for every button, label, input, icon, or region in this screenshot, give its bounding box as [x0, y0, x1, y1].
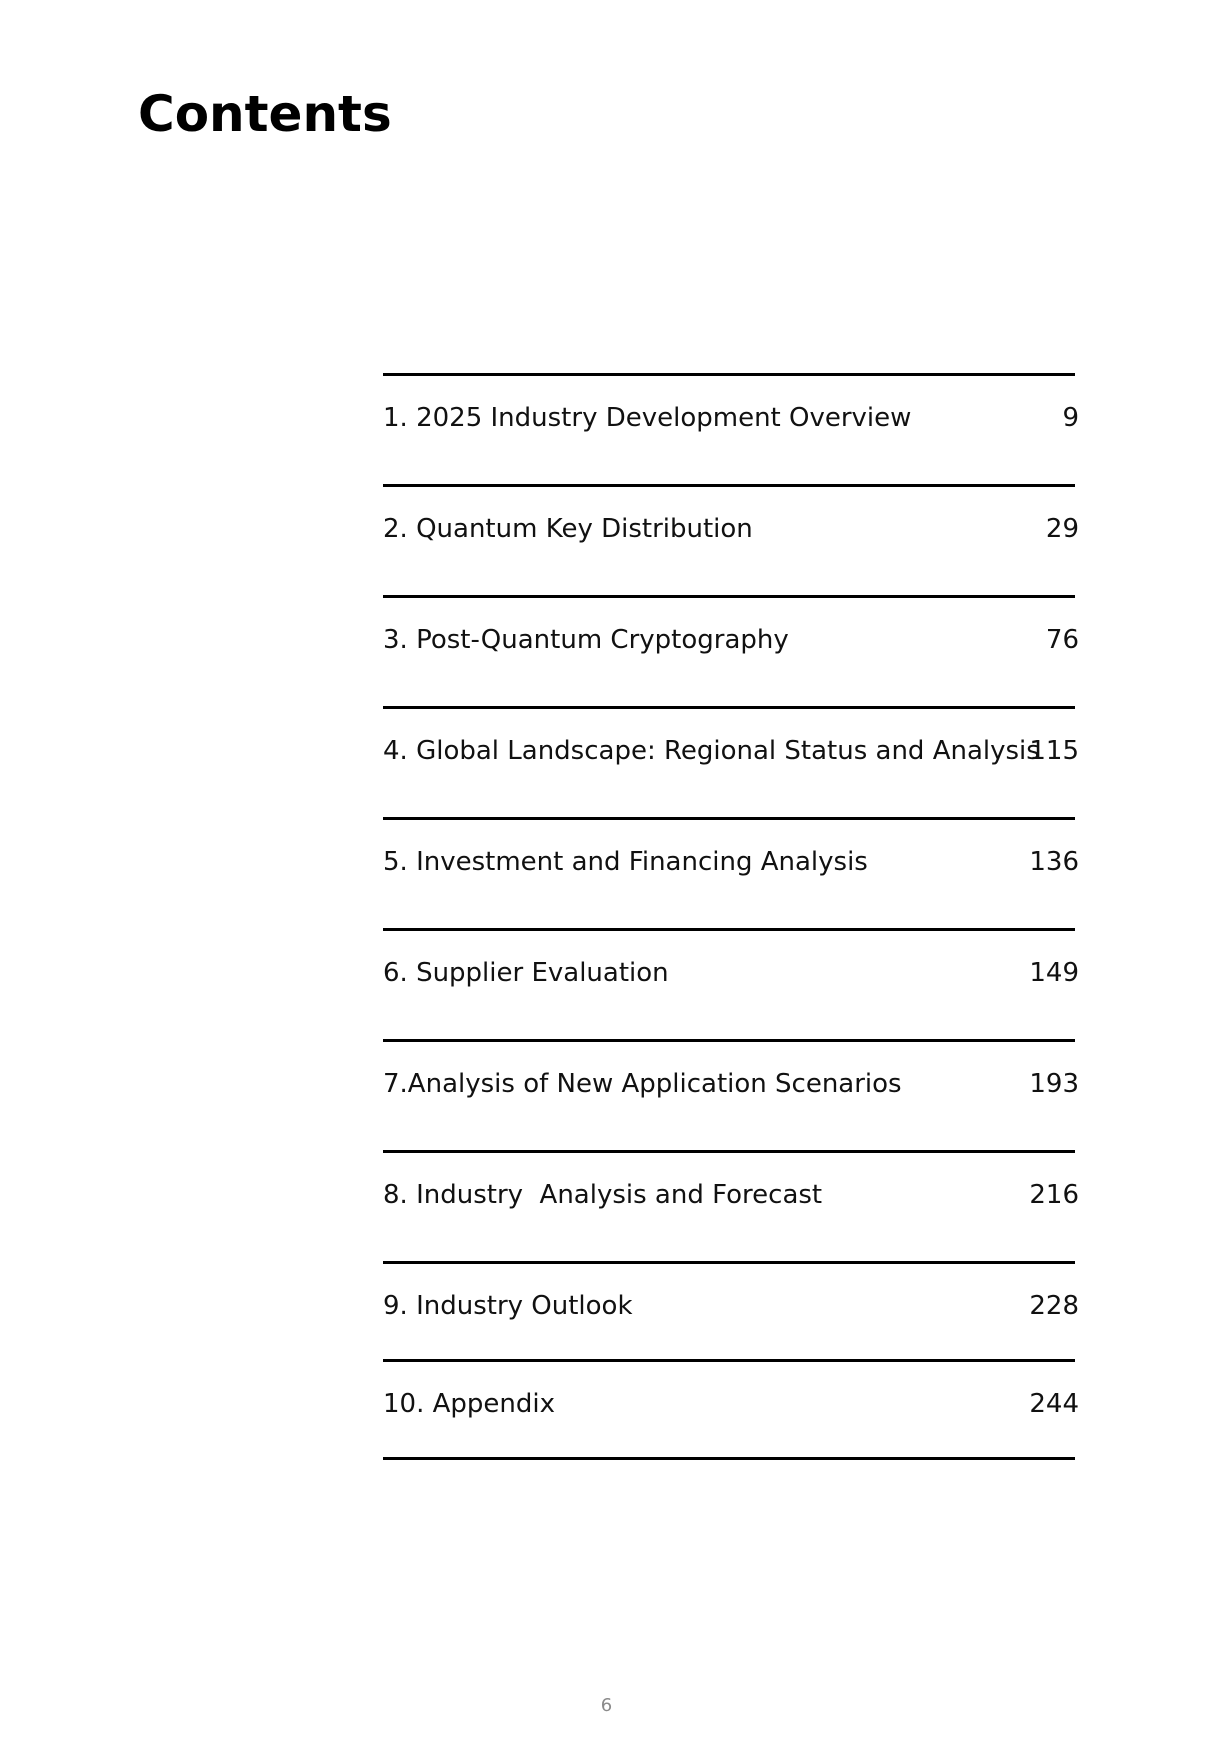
toc-entry-label: 8. Industry Analysis and Forecast [383, 1180, 823, 1210]
toc-entry-label: 1. 2025 Industry Development Overview [383, 403, 912, 433]
toc-entry-label: 6. Supplier Evaluation [383, 958, 669, 988]
toc-entry-label: 5. Investment and Financing Analysis [383, 847, 868, 877]
toc-entry-page: 136 [1029, 847, 1079, 877]
toc-entry-page: 29 [1045, 514, 1079, 544]
toc-entry-label: 4. Global Landscape: Regional Status and Analysis [383, 736, 1040, 766]
toc-entry-label: 7.Analysis of New Application Scenarios [383, 1069, 902, 1099]
toc-entry-5[interactable] [383, 820, 1079, 931]
toc-entry-page: 216 [1029, 1180, 1079, 1210]
toc-entry-page: 149 [1029, 958, 1079, 988]
page-title: Contents [138, 85, 392, 143]
toc-entry-page: 244 [1029, 1389, 1079, 1419]
toc-entry-1[interactable] [383, 376, 1079, 487]
toc-entry-page: 76 [1045, 625, 1079, 655]
toc-entry-10[interactable] [383, 1362, 1079, 1460]
toc-entry-4[interactable] [383, 709, 1079, 820]
toc-entry-2[interactable] [383, 487, 1079, 598]
toc-entry-page: 115 [1029, 736, 1079, 766]
table-of-contents [383, 373, 1079, 1460]
toc-entry-label: 10. Appendix [383, 1389, 555, 1419]
toc-entry-7[interactable] [383, 1042, 1079, 1153]
toc-entry-6[interactable] [383, 931, 1079, 1042]
page-number: 6 [600, 1695, 613, 1716]
toc-entry-page: 9 [1062, 403, 1079, 433]
toc-entry-8[interactable] [383, 1153, 1079, 1264]
toc-entry-page: 193 [1029, 1069, 1079, 1099]
toc-entry-label: 9. Industry Outlook [383, 1291, 633, 1321]
toc-entry-9[interactable] [383, 1264, 1079, 1362]
toc-entry-label: 3. Post-Quantum Cryptography [383, 625, 789, 655]
toc-entry-page: 228 [1029, 1291, 1079, 1321]
toc-entry-label: 2. Quantum Key Distribution [383, 514, 753, 544]
toc-entry-3[interactable] [383, 598, 1079, 709]
